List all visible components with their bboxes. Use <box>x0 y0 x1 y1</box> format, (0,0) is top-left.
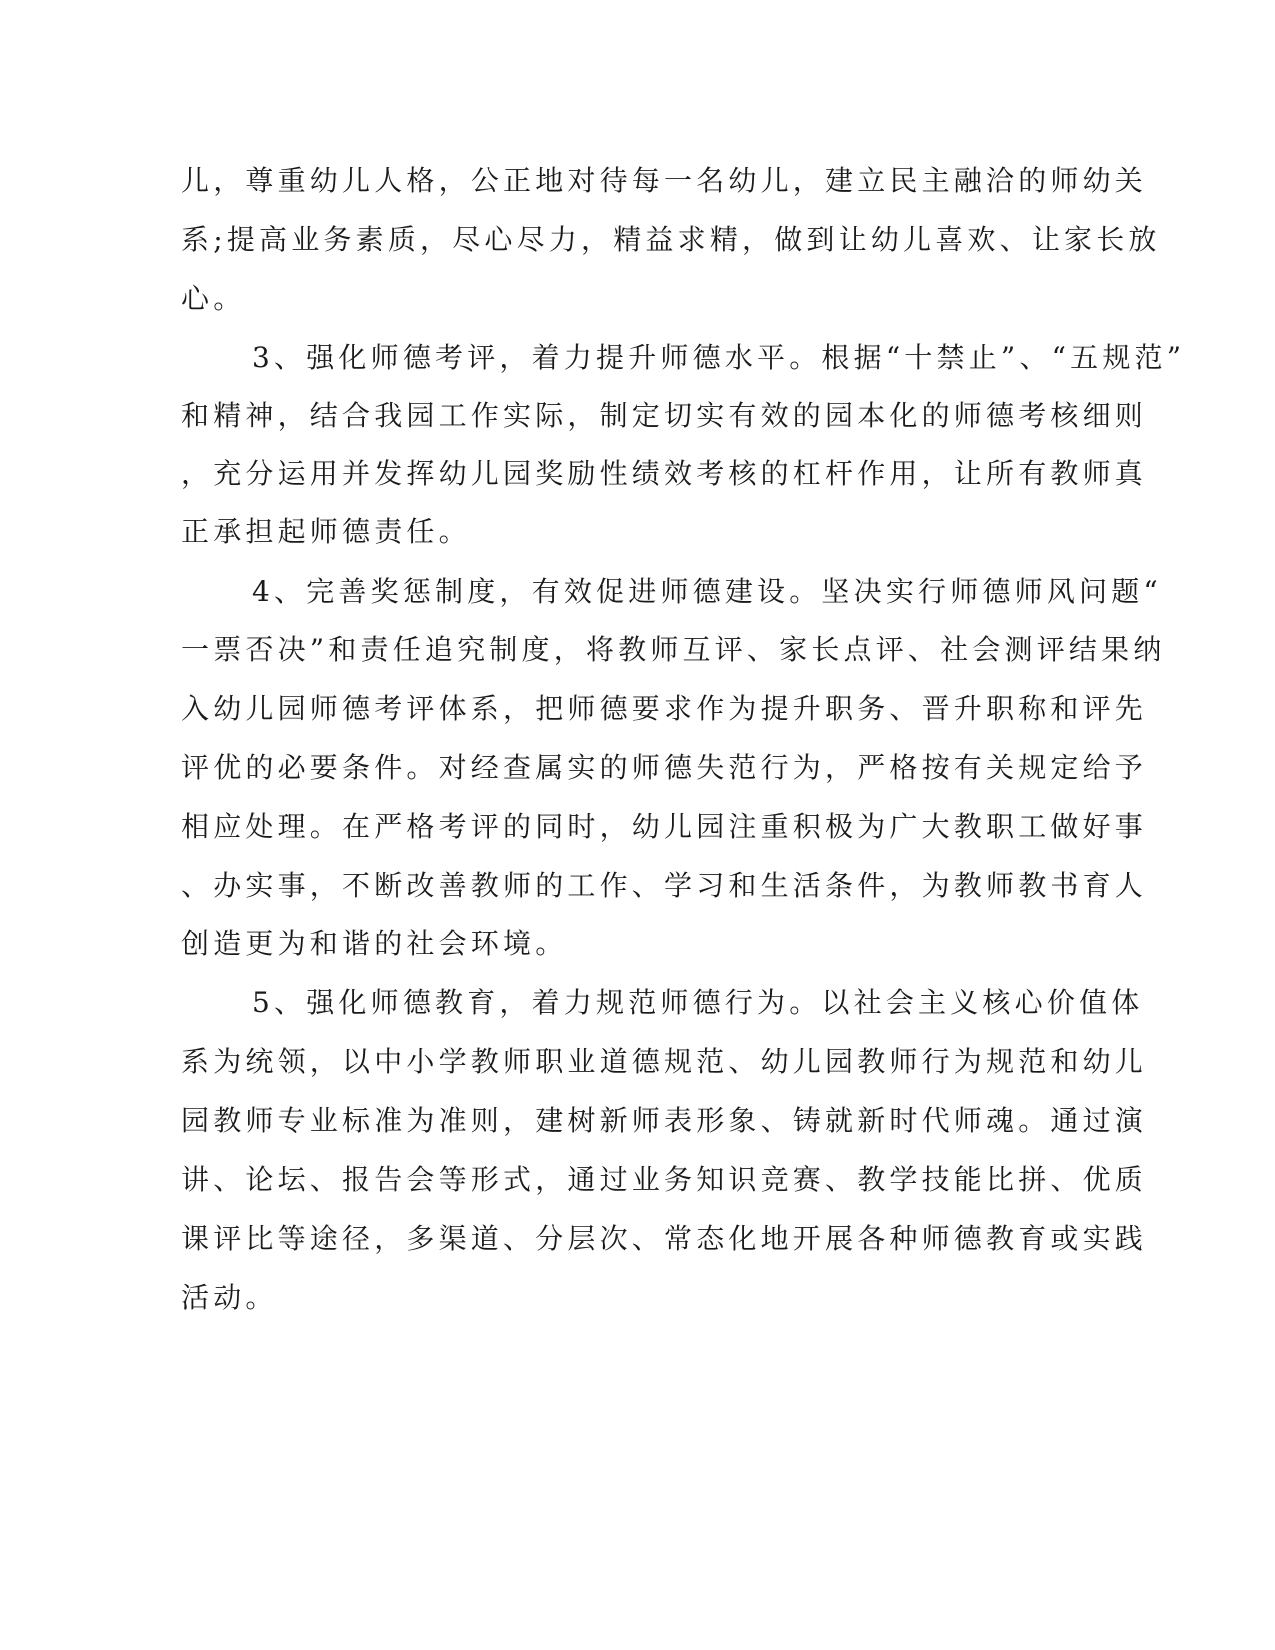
paragraph-4-first-line: 4、完善奖惩制度，有效促进师德建设。坚决实行师德师风问题“ <box>252 575 1162 608</box>
text-line: 系为统领，以中小学教师职业道德规范、幼儿园教师行为规范和幼儿 <box>181 1045 1148 1078</box>
text-line: 讲、论坛、报告会等形式，通过业务知识竞赛、教学技能比拼、优质 <box>181 1163 1148 1196</box>
text-line: 课评比等途径，多渠道、分层次、常态化地开展各种师德教育或实践 <box>181 1222 1148 1255</box>
text-line: 一票否决”和责任追究制度，将教师互评、家长点评、社会测评结果纳 <box>181 633 1166 666</box>
text-line: 入幼儿园师德考评体系，把师德要求作为提升职务、晋升职称和评先 <box>181 692 1148 725</box>
text-line: 儿，尊重幼儿人格，公正地对待每一名幼儿，建立民主融洽的师幼关 <box>181 164 1148 197</box>
text-line: 园教师专业标准为准则，建树新师表形象、铸就新时代师魂。通过演 <box>181 1104 1148 1137</box>
text-line: 、办实事，不断改善教师的工作、学习和生活条件，为教师教书育人 <box>181 869 1148 902</box>
text-line: 和精神，结合我园工作实际，制定切实有效的园本化的师德考核细则 <box>181 399 1148 432</box>
text-line: 相应处理。在严格考评的同时，幼儿园注重积极为广大教职工做好事 <box>181 810 1148 843</box>
text-line: 活动。 <box>181 1281 278 1314</box>
text-line: 评优的必要条件。对经查属实的师德失范行为，严格按有关规定给予 <box>181 751 1148 784</box>
text-line: 创造更为和谐的社会环境。 <box>181 927 568 960</box>
text-line: 心。 <box>181 282 246 315</box>
text-line: ，充分运用并发挥幼儿园奖励性绩效考核的杠杆作用，让所有教师真 <box>181 457 1148 490</box>
text-line: 系;提高业务素质，尽心尽力，精益求精，做到让幼儿喜欢、让家长放 <box>181 223 1161 256</box>
paragraph-3-first-line: 3、强化师德考评，着力提升师德水平。根据“十禁止”、“五规范” <box>252 341 1186 374</box>
text-line: 正承担起师德责任。 <box>181 515 471 548</box>
paragraph-5-first-line: 5、强化师德教育，着力规范师德行为。以社会主义核心价值体 <box>252 986 1144 1019</box>
